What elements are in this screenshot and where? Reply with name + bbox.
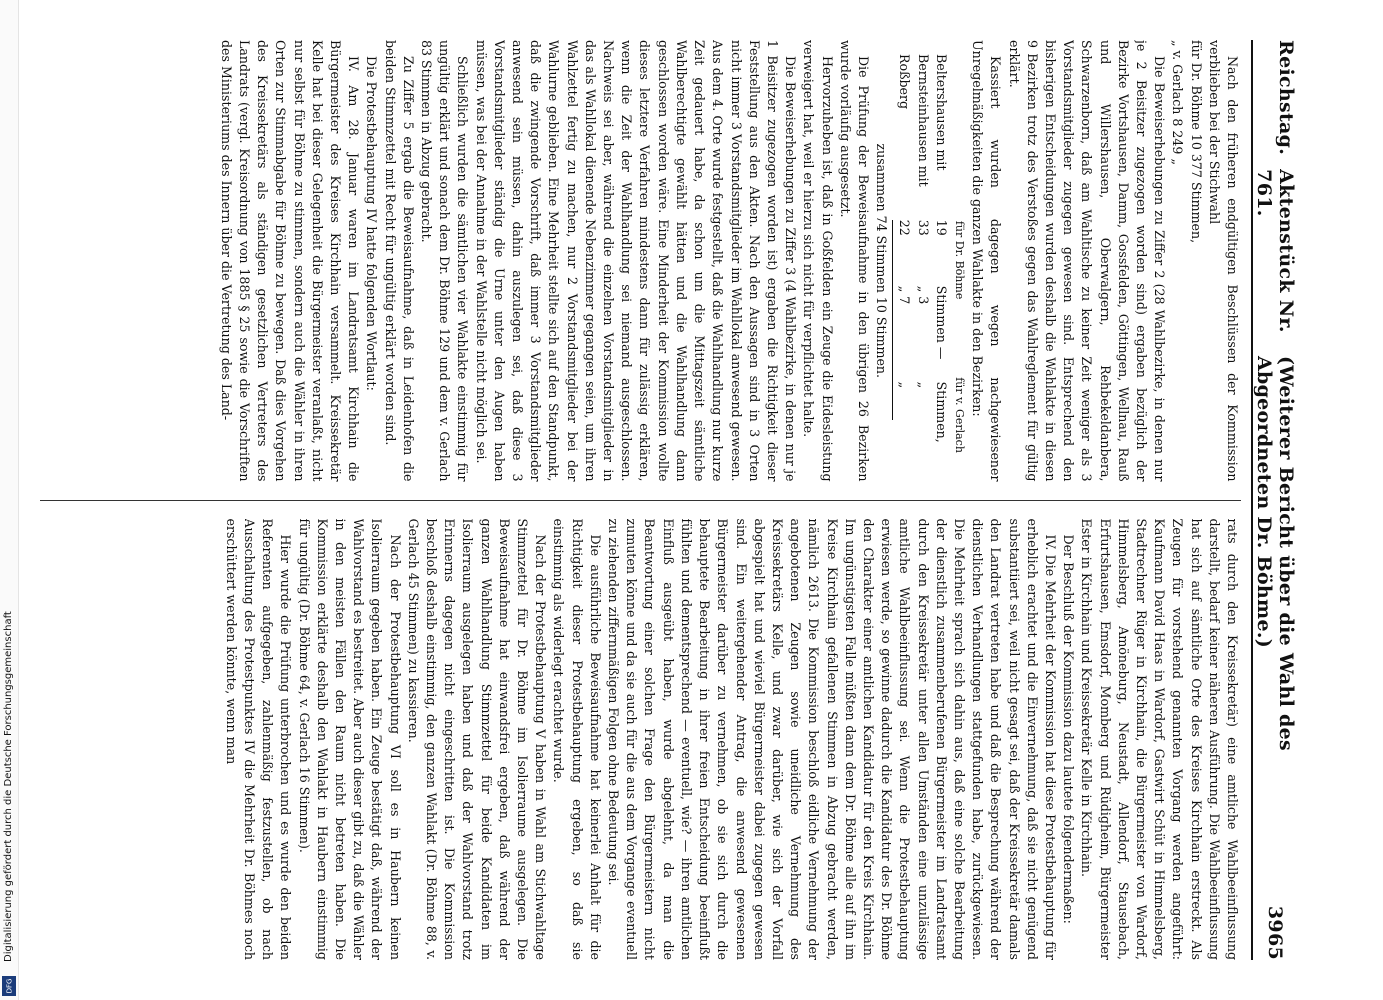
- column-divider: [40, 500, 1241, 501]
- paragraph: Die Protestbehauptung IV hatte folgenden Wortlaut:: [364, 56, 380, 391]
- act-number: Aktenstück Nr. 761.: [1253, 169, 1297, 333]
- paragraph: IV. Am 28. Januar waren im Landratsamt Kirchhain die Bürgermeister des Kreises Kirchhain versammelt. Kreissekretär Kelle hat bei dieser Gelegenheit die Bürgermeister veranlaßt, nicht nur selbst für Böhme zu stimmen, sondern auch die Wähler in ihren Orten zur Stimmabgabe für Böhme zu bewegen. Daß dies Vorgehen des Kreissekretärs als ständigen gesetzlichen Vertreters des Landrats (vergl. Kreisordnung von 1885 § 25 sowie die Vorschriften des Ministeriums des Innern über die Vertretung des Land-: [218, 40, 362, 482]
- paragraph: Zu Ziffer 5 ergab die Beweisaufnahme, daß in Leidenhofen die beiden Stimmzettel mit Recht für ungültig erklärt worden sind.: [382, 40, 416, 482]
- vote-line: „ v. Gerlach 8 249 „: [1170, 40, 1186, 165]
- vote-line: für Dr. Böhme 10 377 Stimmen,: [1188, 40, 1204, 244]
- paragraph: Nach der Protestbehauptung V haben in Wahl am Stichwahltage Stimmzettel für Dr. Böhme im Isolierraume ausgelegen. Die Beweisaufnahme hat einwandsfrei ergeben, daß während der ganzen Wahlhandlung Stimmzettel für beide Kandidaten im Isolierraum ausgelegen haben und daß der Wahlvorstand trotz Erinnerns dagegen nicht eingeschritten ist. Die Kommission beschloß deshalb einstimmig, den ganzen Wahlakt (Dr. Böhme 88, v. Gerlach 45 Stimmen) zu kassieren.: [405, 518, 549, 960]
- paragraph: Die Beweiserhebungen zu Ziffer 2 (28 Wahlbezirke, in denen nur je 2 Beisitzer zugezogen worden sind) ergaben bezüglich der Bezirke Vortshausen, Damm, Gossfelden, Göttingen, Wellnau, Rauß und Willershausen, Oberwalgern, Rehbekeldanbera, Schwarzenborn, daß am Wahltische zu keiner Zeit weniger als 3 Vorstandsmitglieder zugegen gewesen sind. Entsprechend den bisherigen Entscheidungen wurden deshalb die Wahlakte in diesen 9 Bezirken trotz des Verstoßes gegen das Wahlreglement für gültig erklärt.: [1006, 40, 1168, 482]
- page-number: 3965: [1264, 905, 1286, 960]
- paragraph: Nach den früheren endgültigen Beschlüssen der Kommission verblieben bei der Stichwahl: [1206, 40, 1240, 482]
- tally-sum: zusammen 74 Stimmen 10 Stimmen.: [874, 143, 890, 379]
- sum-rule: [892, 220, 893, 420]
- digitization-strip: [0, 0, 19, 1000]
- section-label: Reichstag.: [1275, 40, 1297, 156]
- tally-row: Bernsteinhausen mit 33 „ 3 „: [915, 54, 931, 389]
- paragraph: Hervorzuheben ist, daß in Goßfelden ein Zeuge die Eidesleistung verweigert hat, weil er hierzu sich nicht für verpflichtet halte.: [801, 40, 835, 482]
- report-title: (Weiterer Bericht über die Wahl des Abgeordneten Dr. Böhme.): [1253, 355, 1297, 752]
- paragraph: Kassiert wurden dagegen wegen nachgewiesener Unregelmäßigkeiten die ganzen Wahlakte in den Bezirken:: [970, 40, 1004, 482]
- text-columns: [40, 40, 1241, 960]
- tally-row: Roßberg 22 „ 7 „: [897, 54, 913, 389]
- right-column: [40, 519, 1241, 961]
- header-rule: [1251, 40, 1253, 960]
- paragraph: Nach der Protestbehauptung VI soll es in Haubern keinen Isolierraum gegeben haben. Ein Zeuge bestätigt daß, während der Wahlvorstand es bestreitet. Aber auch dieser gibt zu, daß die Wähler in den meisten Fällen den Raum nicht betreten haben. Die Kommission erklärte deshalb den Wahlakt in Haubern einstimmig für ungültig (Dr. Böhme 64, v. Gerlach 16 Stimmen).: [296, 518, 403, 960]
- paragraph: Hier wurde die Prüfung unterbrochen und es wurde den beiden Referenten aufgegeben, zahlenmäßig festzustellen, ob nach Ausschaltung des Protestpunktes IV die Mehrheit Dr. Böhmes noch erschüttert werden könnte, wenn man: [223, 518, 294, 960]
- paragraph: Die Beweiserhebungen zu Ziffer 3 (4 Wahlbezirke, in denen nur je 1 Beisitzer zugezogen worden ist) ergaben die Richtigkeit dieser Feststellung aus den Akten. Nach den Aussagen sind in 3 Orten nicht immer 3 Vorstandsmitglieder im Wahllokal anwesend gewesen. Aus dem 4. Orte wurde festgestellt, daß die Wahlhandlung nur kurze Zeit gedauert habe, da schon um die Mittagszeit sämtliche Wahlberechtigte gewählt hätten und die Wahlhandlung dann geschlossen worden wäre. Eine Minderheit der Kommission wollte dieses letztere Verfahren mindestens dann für zulässig erklären, wenn die Zeit der Wahlhandlung sei niemand ausgeschlossen. Nachweis sei aber, während die einzelnen Vorstandsmitglieder in das als Wahllokal dienende Nebenzimmer gegangen seien, um ihren Wahlzettel fertig zu machen, nur 2 Vorstandsmitglieder bei der Wahlurne geblieben. Eine Mehrheit stellte sich auf den Standpunkt, daß die zwingende Vorschrift, daß immer 3 Vorstandsmitglieder anwesend sein müssen, dahin auszulegen sei, daß diese 3 Vorstandsmitglieder ständig die Urne unter den Augen haben müssen, was bei der Annahme in der Wahlstelle nicht möglich sei.: [473, 40, 799, 482]
- running-head: [1255, 40, 1295, 960]
- paragraph: Schließlich wurden die sämtlichen vier Wahlakte einstimmig für ungültig erklärt und sonach dem Dr. Böhme 129 und dem v. Gerlach 83 Stimmen in Abzug gebracht.: [419, 40, 471, 482]
- paragraph: rats durch den Kreissekretär) eine amtliche Wahlbeeinflussung darstellt, bedarf keiner näheren Ausführung. Die Wahlbeeinflussung hat sich auf sämtliche Orte des Kreises Kirchhain erstreckt. Als Zeugen für vorstehend genannten Vorgang werden angeführt: Kaufmann David Haas in Wardorf, Gastwirt Schüt in Himmelsberg, Stadtrechner Rüger in Kirchhain, die Bürgermeister von Wardorf, Himmelsberg, Amöneburg, Neustadt, Allendorf, Stausebach, Erfurtshausen, Emsdorf, Momberg und Rüdigheim, Bürgermeister Ester in Kirchhain und Kreissekretär Kelle in Kirchhain.: [1079, 518, 1240, 960]
- attribution: [3, 45, 17, 975]
- left-column: [40, 40, 1241, 482]
- attribution-text: Digitalisierung gefördert durch die Deutsche Forschungsgemeinschaft: [3, 611, 14, 962]
- scanned-page: [40, 40, 1295, 960]
- tally-header: für Dr. Böhme für v. Gerlach: [952, 220, 966, 453]
- paragraph: IV. Die Mehrheit der Kommission hat diese Protestbehauptung für erheblich erachtet und die Einvernehmung, daß sie nicht genügend substantiiert sei, weil nicht gesagt sei, daß der Kreissekretär damals den Landrat vertreten habe und daß die Besprechung während der dienstlichen Verhandlungen stattgefunden habe, zurückgewiesen. Die Mehrheit sprach sich dahin aus, daß eine solche Bearbeitung der dienstlich zusammenberufenen Bürgermeister im Landratsamt durch den Kreissekretär unter allen Umständen eine unzulässige amtliche Wahlbeeinflussung sei. Wenn die Protestbehauptung erwiesen werde, so gewinne dadurch die Kandidatur des Dr. Böhme den Charakter einer amtlichen Kandidatur für den Kreis Kirchhain. Im ungünstigsten Falle müßten dann dem Dr. Böhme alle auf ihn im Kreise Kirchhain gefallenen Stimmen in Abzug gebracht werden, nämlich 2613. Die Kommission beschloß eidliche Vernehmung der angebotenen Zeugen sowie uneidliche Vernehmung des Kreissekretärs Kelle, und zwar darüber, wie sich der Vorfall abgespielt hat und wieviel Bürgermeister dabei zugegen gewesen sind. Ein weitergehender Antrag, die anwesend gewesenen Bürgermeister darüber zu vernehmen, ob sie sich durch die behauptete Bearbeitung in ihrer freien Entscheidung beeinflußt fühlten und dementsprechend — eventuell, wie? — ihren amtlichen Einfluß ausgeübt haben, wurde abgelehnt, da man die Beantwortung einer solchen Frage den Bürgermeistern nicht zumuten könne und da sie auch für die aus dem Vorgange eventuell zu ziehenden ziffernmäßigen Folgen ohne Bedeutung sei.: [606, 518, 1058, 960]
- paragraph: Die Prüfung der Beweisaufnahme in den übrigen 26 Bezirken wurde vorläufig ausgesetzt.: [837, 40, 871, 482]
- paragraph: Der Beschluß der Kommission dazu lautete folgendermaßen:: [1061, 534, 1077, 924]
- tally-row: Beltershausen mit 19 Stimmen — Stimmen,: [933, 54, 949, 443]
- dfg-logo: DFG: [2, 976, 16, 996]
- paragraph: Die ausführliche Beweisaufnahme hat keinerlei Anhalt für die Richtigkeit dieser Protestbehauptung ergeben, so daß sie einstimmig als widerlegt erachtet wurde.: [551, 518, 603, 960]
